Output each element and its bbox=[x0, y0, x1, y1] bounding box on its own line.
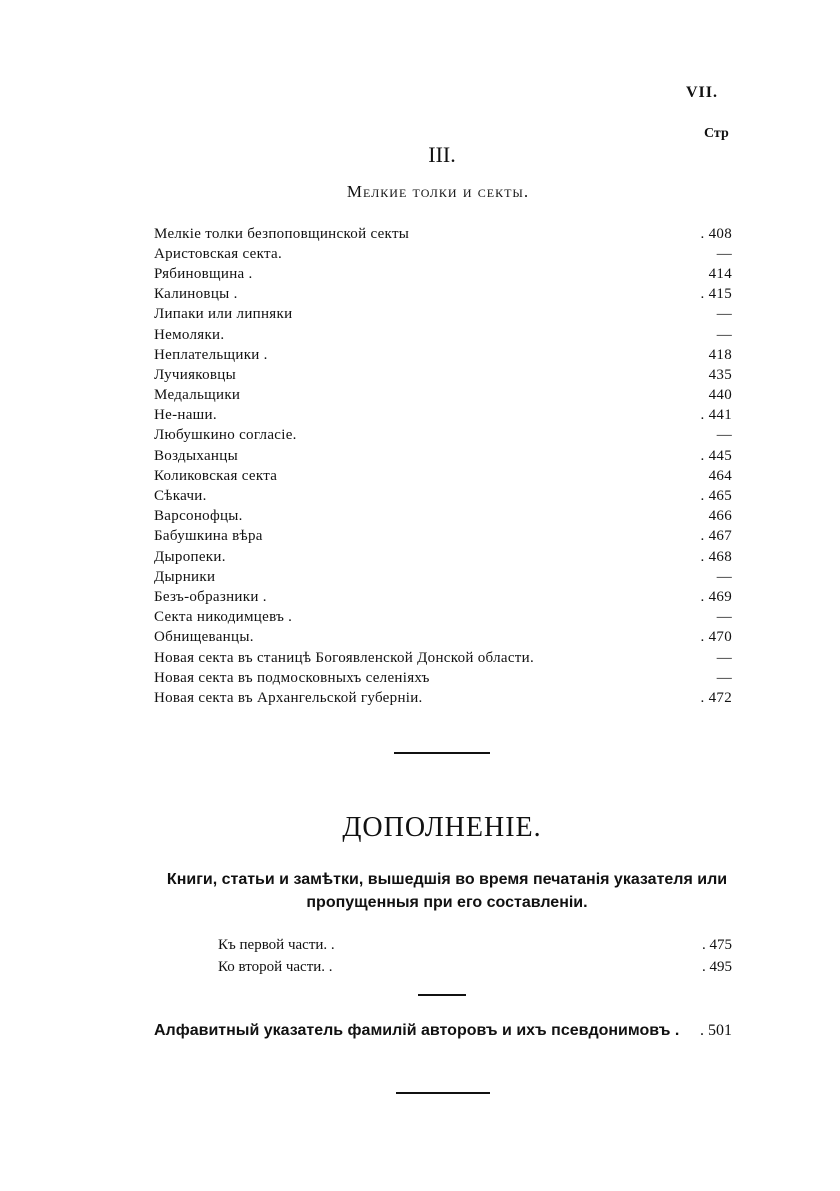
divider-rule bbox=[418, 994, 466, 996]
supplement-part-title: Ко второй части. . bbox=[218, 958, 333, 975]
toc-entry-title: Калиновцы . bbox=[154, 286, 238, 303]
toc-entry bbox=[154, 547, 732, 567]
toc-entry bbox=[154, 305, 732, 325]
page-number: VII. bbox=[686, 84, 719, 101]
toc-entry bbox=[154, 466, 732, 486]
toc-entry bbox=[154, 608, 732, 628]
supplement-part bbox=[218, 934, 732, 956]
supplement-part-page: . 495 bbox=[702, 958, 732, 975]
divider-rule bbox=[396, 1092, 490, 1094]
supplement-title: ДОПОЛНЕНІЕ. bbox=[342, 812, 542, 843]
toc-entry-page: 464 bbox=[708, 467, 732, 484]
toc-entry bbox=[154, 587, 732, 607]
toc-entry-page: — bbox=[716, 649, 732, 666]
toc-entry bbox=[154, 567, 732, 587]
index-entry-page: . 501 bbox=[700, 1022, 732, 1039]
toc-entry-page: . 465 bbox=[700, 488, 732, 505]
toc-entry-page: . 468 bbox=[700, 548, 732, 565]
toc-entry-title: Не-наши. bbox=[154, 407, 217, 424]
toc-entry-title: Дырники bbox=[154, 568, 216, 585]
toc-list bbox=[154, 224, 732, 709]
toc-entry-page: . 467 bbox=[700, 528, 732, 545]
toc-entry-page: 418 bbox=[708, 346, 732, 363]
toc-entry bbox=[154, 285, 732, 305]
toc-entry-title: Аристовская секта. bbox=[154, 245, 283, 262]
toc-entry-page: 466 bbox=[708, 508, 732, 525]
toc-entry-title: Коликовская секта bbox=[154, 467, 278, 484]
toc-entry-page: . 470 bbox=[700, 629, 732, 646]
toc-entry-title: Бабушкина вѣра bbox=[154, 528, 263, 545]
toc-entry-page: — bbox=[716, 326, 732, 343]
toc-entry-page: — bbox=[716, 669, 732, 686]
toc-entry-title: Лучияковцы bbox=[154, 366, 236, 383]
toc-entry bbox=[154, 628, 732, 648]
index-entry bbox=[154, 1022, 732, 1040]
toc-entry bbox=[154, 345, 732, 365]
toc-entry-title: Безъ-образники . bbox=[154, 588, 267, 605]
toc-entry bbox=[154, 507, 732, 527]
toc-entry bbox=[154, 386, 732, 406]
toc-entry-title: Мелкіе толки безпоповщинской секты bbox=[154, 225, 410, 242]
toc-entry bbox=[154, 446, 732, 466]
toc-entry-title: Неплательщики . bbox=[154, 346, 268, 363]
supplement-part-title: Къ первой части. . bbox=[218, 936, 335, 953]
toc-entry bbox=[154, 648, 732, 668]
supplement-part-page: . 475 bbox=[702, 936, 732, 953]
toc-entry-page: . 472 bbox=[700, 689, 732, 706]
toc-entry-title: Сѣкачи. bbox=[154, 488, 207, 505]
toc-entry-page: — bbox=[716, 568, 732, 585]
toc-entry-page: — bbox=[716, 427, 732, 444]
toc-entry-page: 440 bbox=[708, 387, 732, 404]
toc-entry-title: Рябиновщина . bbox=[154, 265, 253, 282]
toc-entry-title: Медальщики bbox=[154, 387, 241, 404]
toc-entry-title: Варсонофцы. bbox=[154, 508, 243, 525]
toc-entry-page: — bbox=[716, 306, 732, 323]
toc-entry-page: 414 bbox=[708, 265, 732, 282]
toc-entry-title: Обнищеванцы. bbox=[154, 629, 254, 646]
toc-entry-page: . 469 bbox=[700, 588, 732, 605]
toc-entry bbox=[154, 365, 732, 385]
supplement-subtitle: Книги, статьи и замѣтки, вышедшія во время печатанія указателя или пропущенныя при его составленіи. bbox=[166, 871, 728, 911]
toc-entry-page: . 408 bbox=[700, 225, 732, 242]
toc-entry bbox=[154, 325, 732, 345]
toc-entry-page: — bbox=[716, 609, 732, 626]
toc-entry-title: Секта никодимцевъ . bbox=[154, 609, 293, 626]
toc-entry-title: Дыропеки. bbox=[154, 548, 226, 565]
toc-entry bbox=[154, 486, 732, 506]
divider-rule bbox=[394, 752, 490, 754]
toc-entry-page: . 415 bbox=[700, 286, 732, 303]
section-number: III. bbox=[428, 142, 456, 167]
page-column-heading: Стр bbox=[704, 126, 729, 141]
toc-entry-title: Воздыханцы bbox=[154, 447, 238, 464]
toc-entry bbox=[154, 527, 732, 547]
toc-entry-title: Любушкино согласіе. bbox=[154, 427, 297, 444]
section-title: Мелкие толки и секты. bbox=[346, 182, 530, 201]
toc-entry bbox=[154, 668, 732, 688]
toc-entry-title: Немоляки. bbox=[154, 326, 225, 343]
toc-entry-page: . 441 bbox=[700, 407, 732, 424]
toc-entry-title: Новая секта въ Архангельской губерніи. bbox=[154, 689, 423, 706]
toc-entry bbox=[154, 426, 732, 446]
supplement-part bbox=[218, 956, 732, 978]
toc-entry-title: Новая секта въ станицѣ Богоявленской Донской области. bbox=[154, 649, 535, 666]
toc-entry-page: . 445 bbox=[700, 447, 732, 464]
toc-entry bbox=[154, 688, 732, 708]
toc-entry bbox=[154, 224, 732, 244]
supplement-parts-list bbox=[218, 934, 732, 978]
toc-entry-title: Новая секта въ подмосковныхъ селеніяхъ bbox=[154, 669, 430, 686]
toc-entry bbox=[154, 244, 732, 264]
toc-entry-title: Липаки или липняки bbox=[154, 306, 293, 323]
toc-entry bbox=[154, 264, 732, 284]
toc-entry-page: 435 bbox=[708, 366, 732, 383]
toc-entry bbox=[154, 406, 732, 426]
toc-entry-page: — bbox=[716, 245, 732, 262]
index-entry-title: Алфавитный указатель фамилій авторовъ и ихъ псевдонимовъ . bbox=[154, 1022, 680, 1039]
